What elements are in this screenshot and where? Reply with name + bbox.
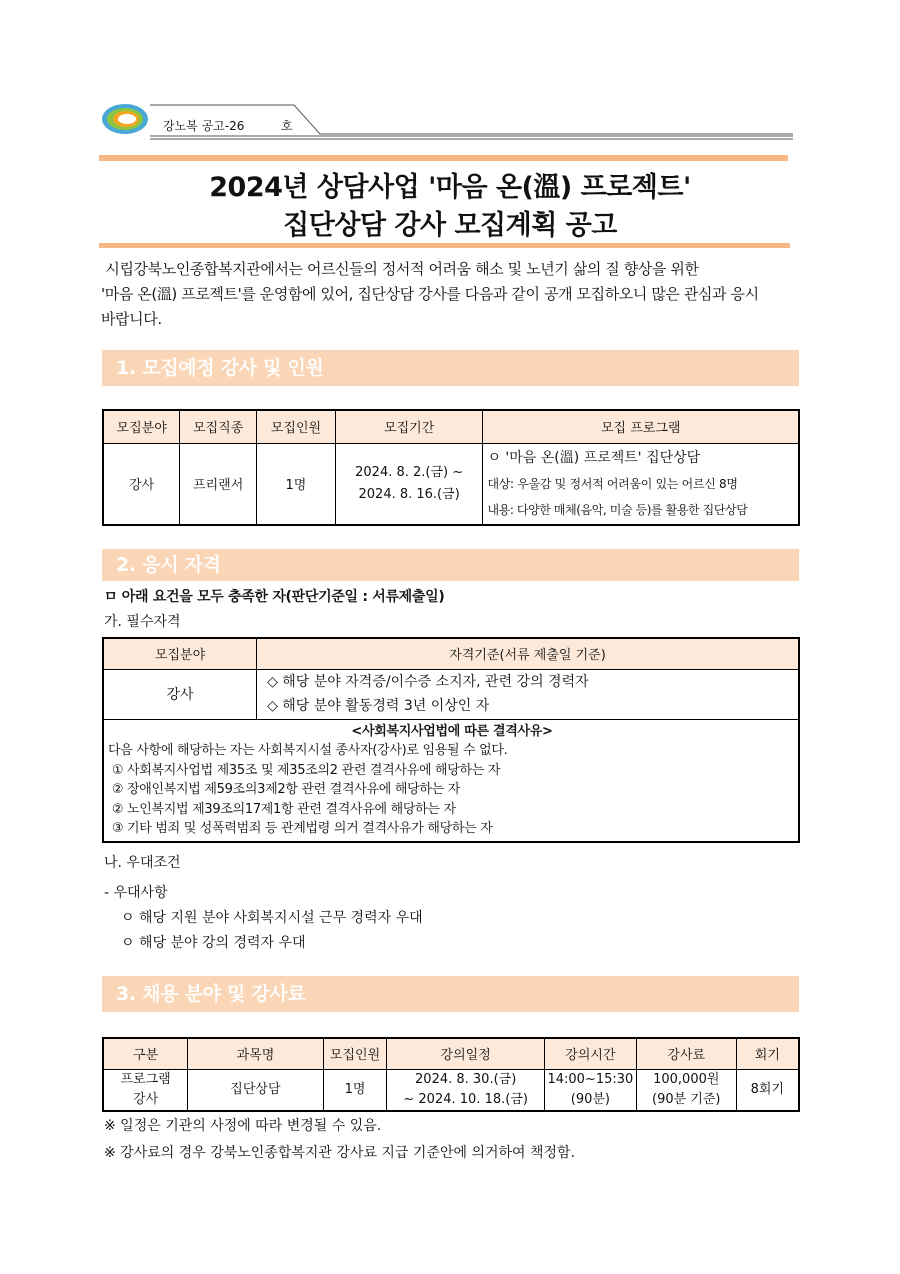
column-header: 과목명 — [188, 1038, 323, 1069]
column-header: 모집인원 — [323, 1038, 387, 1069]
section3-heading: 3. 채용 분야 및 강사료 — [102, 976, 799, 1012]
disqualification-item: ② 장애인복지법 제59조의3제2항 관련 결격사유에 해당하는 자 — [108, 782, 460, 797]
job-cell: 프리랜서 — [180, 443, 257, 525]
period-cell — [335, 443, 483, 525]
column-header: 모집기간 — [335, 410, 483, 443]
criteria-cell — [257, 669, 799, 719]
header-tab-lines — [150, 102, 795, 142]
qualification-table — [102, 637, 800, 843]
disqualification-item: ② 노인복지법 제39조의17제1항 관련 결격사유에 해당하는 자 — [108, 801, 456, 817]
category-line: 프로그램 — [120, 1071, 171, 1087]
section1-heading: 1. 모집예정 강사 및 인원 — [102, 350, 799, 386]
column-header: 강의일정 — [387, 1038, 544, 1069]
table-header-row — [103, 638, 799, 669]
sub-heading-required: 가. 필수자격 — [104, 614, 181, 630]
disqualification-intro: 다음 사항에 해당하는 자는 사회복지시설 종사자(강사)로 임용될 수 없다. — [108, 743, 508, 758]
period-start: 2024. 8. 2.(금) ~ — [355, 464, 464, 480]
table-header-row — [103, 1038, 799, 1069]
preference-item: ㅇ 해당 지원 분야 사회복지시설 근무 경력자 우대 — [121, 910, 423, 926]
table-row — [103, 1069, 799, 1111]
column-header: 모집분야 — [103, 410, 180, 443]
title-top-bar — [99, 155, 788, 161]
column-header: 회기 — [736, 1038, 799, 1069]
recruitment-table — [102, 409, 800, 526]
fee-line: 100,000원 — [653, 1071, 720, 1087]
title-bottom-bar — [99, 243, 790, 248]
fee-cell — [636, 1069, 736, 1111]
count-cell: 1명 — [257, 443, 336, 525]
time-cell — [544, 1069, 636, 1111]
program-title: ㅇ '마음 온(溫) 프로젝트' 집단상담 — [487, 449, 701, 466]
schedule-line: ~ 2024. 10. 18.(금) — [403, 1091, 528, 1107]
time-line: 14:00~15:30 — [547, 1071, 634, 1087]
disqualification-item: ① 사회복지사업법 제35조 및 제35조의2 관련 결격사유에 해당하는 자 — [108, 762, 501, 778]
requirement-statement: ㅁ 아래 요건을 모두 충족한 자(판단기준일 : 서류제출일) — [104, 589, 445, 605]
preference-item: ㅇ 해당 분야 강의 경력자 우대 — [121, 935, 306, 951]
table-row — [103, 719, 799, 842]
sessions-cell: 8회기 — [736, 1069, 799, 1111]
criteria-item: ◇ 해당 분야 활동경력 3년 이상인 자 — [267, 698, 490, 714]
time-line: (90분) — [570, 1091, 611, 1107]
category-cell — [103, 1069, 188, 1111]
intro-line: 바랍니다. — [101, 310, 162, 328]
program-cell — [483, 443, 799, 525]
document-number-label: 강노복 공고-26 — [163, 119, 245, 133]
field-cell: 강사 — [103, 443, 180, 525]
table-row — [103, 669, 799, 719]
page-title-line2: 집단상담 강사 모집계획 공고 — [283, 210, 617, 241]
fee-line: (90분 기준) — [652, 1091, 721, 1107]
note: ※ 강사료의 경우 강북노인종합복지관 강사료 지급 기준안에 의거하여 책정함. — [104, 1145, 576, 1161]
organization-logo — [100, 101, 150, 137]
column-header: 모집 프로그램 — [483, 410, 799, 443]
page-title-line1: 2024년 상담사업 '마음 온(溫) 프로젝트' — [209, 172, 691, 203]
column-header: 구분 — [103, 1038, 188, 1069]
count-cell: 1명 — [323, 1069, 387, 1111]
field-cell: 강사 — [103, 669, 257, 719]
intro-line: 시립강북노인종합복지관에서는 어르신들의 정서적 어려움 해소 및 노년기 삶의 질 향상을 위한 — [101, 260, 699, 278]
section2-heading: 2. 응시 자격 — [102, 549, 799, 581]
schedule-line: 2024. 8. 30.(금) — [415, 1071, 517, 1087]
disqualification-title: <사회복지사업법에 따른 결격사유> — [351, 723, 553, 739]
column-header: 강사료 — [636, 1038, 736, 1069]
sub-heading-preference: 나. 우대조건 — [104, 855, 181, 871]
column-header: 모집분야 — [103, 638, 257, 669]
column-header: 모집직종 — [180, 410, 257, 443]
table-header-row — [103, 410, 799, 443]
column-header: 자격기준(서류 제출일 기준) — [257, 638, 799, 669]
disqualification-cell — [103, 719, 799, 842]
document-number-suffix: 호 — [281, 119, 293, 133]
column-header: 모집인원 — [257, 410, 336, 443]
preference-title: - 우대사항 — [104, 885, 168, 901]
criteria-item: ◇ 해당 분야 자격증/이수증 소지자, 관련 강의 경력자 — [267, 674, 589, 690]
period-end: 2024. 8. 16.(금) — [358, 486, 460, 502]
column-header: 강의시간 — [544, 1038, 636, 1069]
subject-cell: 집단상담 — [188, 1069, 323, 1111]
table-row — [103, 443, 799, 525]
fee-table — [102, 1037, 800, 1112]
category-line: 강사 — [133, 1091, 159, 1107]
program-content: 내용: 다양한 매체(음악, 미술 등)를 활용한 집단상담 — [487, 502, 748, 517]
schedule-cell — [387, 1069, 544, 1111]
program-target: 대상: 우울감 및 정서적 어려움이 있는 어르신 8명 — [487, 476, 738, 491]
intro-paragraph — [101, 257, 791, 332]
intro-line: '마음 온(溫) 프로젝트'를 운영함에 있어, 집단상담 강사를 다음과 같이 공개 모집하오니 많은 관심과 응시 — [101, 285, 759, 303]
note: ※ 일정은 기관의 사정에 따라 변경될 수 있음. — [104, 1118, 382, 1134]
disqualification-item: ③ 기타 범죄 및 성폭력범죄 등 관계법령 의거 결격사유가 해당하는 자 — [108, 821, 493, 836]
